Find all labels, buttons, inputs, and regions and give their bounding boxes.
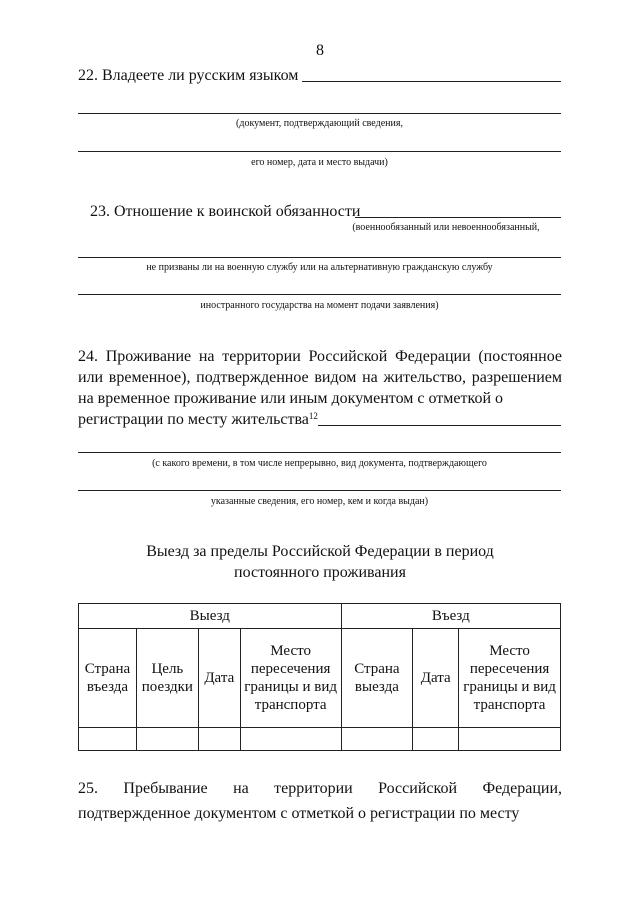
q23-label: 23. Отношение к воинской обязанности [90,203,361,220]
table-cell[interactable] [198,728,240,751]
col-exit-date: Дата [198,629,240,728]
q23-caption-state: иностранного государства на момент подачи заявления) [200,300,439,311]
table-group-entry: Въезд [341,604,560,629]
q24-caption-document: указанные сведения, его номер, кем и когда выдан) [210,496,429,507]
q22-answer-line[interactable] [302,81,561,82]
q24-text [78,346,562,409]
q23-caption-status: (военнообязанный или невоеннообязанный, [352,222,540,233]
q22-label: 22. Владеете ли русским языком [78,67,299,84]
table-row [79,728,561,751]
table-cell[interactable] [459,728,561,751]
section-title-line2: постоянного проживания [234,564,406,581]
q22-caption-document: (документ, подтверждающий сведения, [236,118,403,129]
col-entry-country: Страна выезда [341,629,413,728]
q24-answer-line[interactable] [318,425,561,426]
q23-service-line[interactable] [78,257,561,258]
q24-body: 24. Проживание на территории Российской Федерации (постоянное или временное), подтвержденное видом на жительство, разрешением на временное проживание или иным документом с отметкой о [78,348,562,407]
table-group-exit: Выезд [79,604,342,629]
table-cell[interactable] [341,728,413,751]
table-cell[interactable] [79,728,137,751]
q24-last-line [78,409,318,430]
q25-text: 25. Пребывание на территории Российской Федерации, подтвержденное документом с отметкой о регистрации по месту [78,780,562,822]
q23-answer-line[interactable] [355,217,561,218]
q23-state-line[interactable] [78,294,561,295]
q24-caption-since: (с какого времени, в том числе непрерывно, вид документа, подтверждающего [152,458,487,469]
q24-document-line[interactable] [78,490,561,491]
page-number: 8 [316,42,324,59]
table-cell[interactable] [240,728,341,751]
q22-caption-details: его номер, дата и место выдачи) [251,157,388,168]
q24-last-line-text: регистрации по месту жительства [78,411,309,428]
q22-document-line[interactable] [78,113,561,114]
q23-caption-service: не призваны ли на военную службу или на альтернативную гражданскую службу [146,262,493,273]
table-cell[interactable] [413,728,459,751]
table-cell[interactable] [136,728,198,751]
col-exit-purpose: Цель поездки [136,629,198,728]
q22-details-line[interactable] [78,151,561,152]
travel-table [78,603,561,751]
q24-since-line[interactable] [78,452,561,453]
col-exit-country: Страна въезда [79,629,137,728]
col-exit-crossing: Место пересечения границы и вид транспорта [240,629,341,728]
section-title-line1: Выезд за пределы Российской Федерации в период [146,543,494,560]
q24-footnote-mark: 12 [308,411,318,421]
col-entry-date: Дата [413,629,459,728]
col-entry-crossing: Место пересечения границы и вид транспорта [459,629,561,728]
